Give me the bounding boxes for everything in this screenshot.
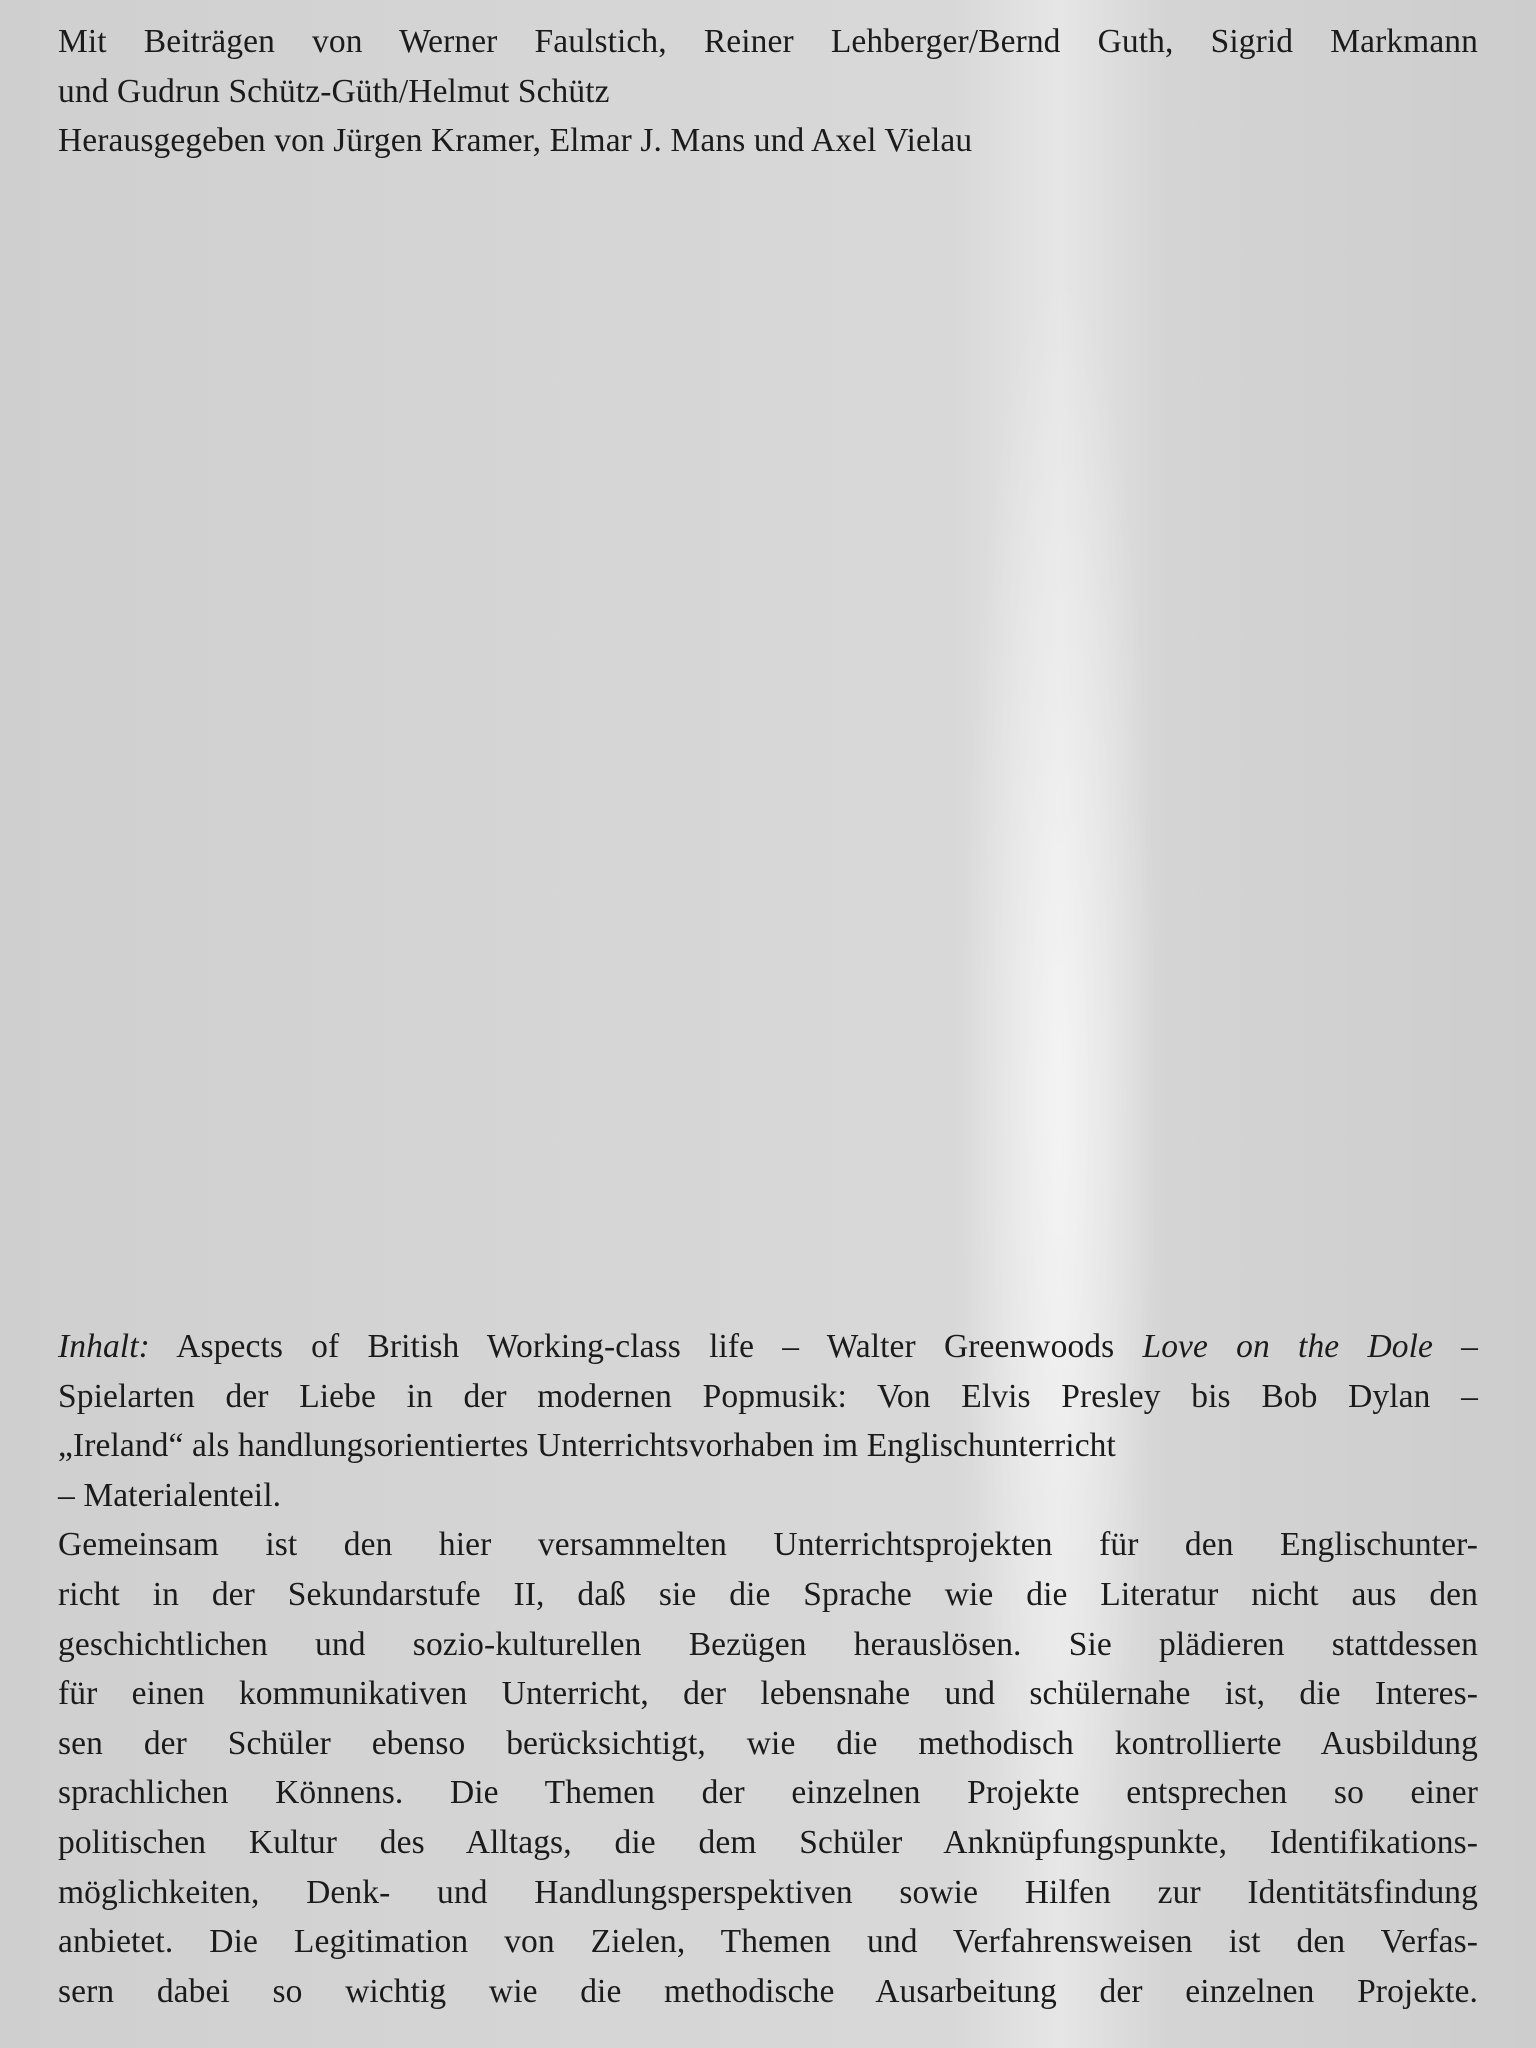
editors-line: Herausgegeben von Jürgen Kramer, Elmar J. Mans und Axel Vielau <box>58 122 973 160</box>
description-line: sen der Schüler ebenso berücksichtigt, wie die methodisch kontrollierte Ausbildung <box>58 1724 1478 1762</box>
contents-line-1 <box>58 1322 1478 1372</box>
contents-line-1-dash: – <box>1432 1328 1479 1365</box>
contents-line-1-text: Aspects of British Working-class life – Walter Greenwoods <box>149 1328 1143 1365</box>
description-line: sern dabei so wichtig wie die methodische Ausarbeitung der einzelnen Projekte. <box>58 1972 1478 2010</box>
description-line: möglichkeiten, Denk- und Handlungsperspektiven sowie Hilfen zur Identitätsfindung <box>58 1873 1478 1911</box>
description-line: Gemeinsam ist den hier versammelten Unterrichtsprojekten für den Englischunter- <box>58 1526 1478 1564</box>
description-line: anbietet. Die Legitimation von Zielen, Themen und Verfahrensweisen ist den Verfas- <box>58 1923 1478 1961</box>
description-line: für einen kommunikativen Unterricht, der lebensnahe und schülernahe ist, die Interes- <box>58 1675 1478 1713</box>
book-title-love-on-the-dole: Love on the Dole <box>1142 1328 1433 1365</box>
contents-label: Inhalt: <box>58 1328 150 1365</box>
contents-line-4: – Materialenteil. <box>58 1476 282 1514</box>
contents-line-2: Spielarten der Liebe in der modernen Popmusik: Von Elvis Presley bis Bob Dylan – <box>58 1377 1478 1415</box>
description-line: sprachlichen Könnens. Die Themen der einzelnen Projekte entsprechen so einer <box>58 1774 1478 1812</box>
description-line: richt in der Sekundarstufe II, daß sie die Sprache wie die Literatur nicht aus den <box>58 1575 1478 1613</box>
description-line: politischen Kultur des Alltags, die dem Schüler Anknüpfungspunkte, Identifikations- <box>58 1823 1478 1861</box>
contents-block <box>58 1322 1478 2016</box>
credits-block <box>58 17 1478 166</box>
contributors-line-1: Mit Beiträgen von Werner Faulstich, Reiner Lehberger/Bernd Guth, Sigrid Markmann <box>58 23 1478 60</box>
description-line: geschichtlichen und sozio-kulturellen Bezügen herauslösen. Sie plädieren stattdessen <box>58 1625 1478 1663</box>
contributors-line-2: und Gudrun Schütz-Güth/Helmut Schütz <box>58 72 610 110</box>
contents-line-3: „Ireland“ als handlungsorientiertes Unterrichtsvorhaben im Englischunterricht <box>58 1427 1116 1465</box>
